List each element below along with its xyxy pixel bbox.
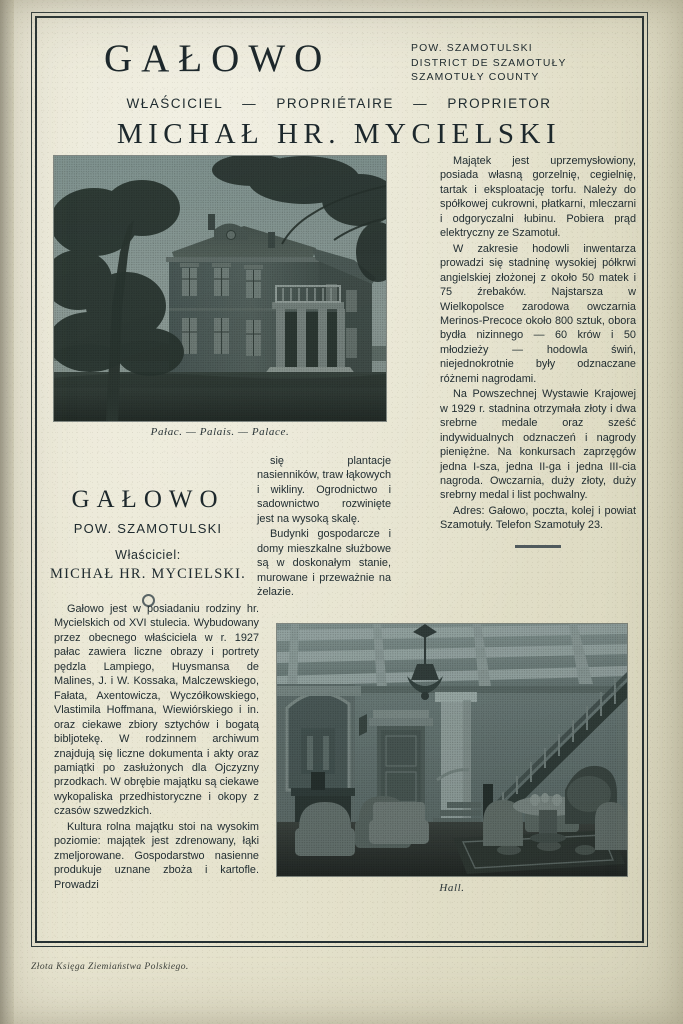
palace-photo-caption: Pałac. — Palais. — Palace. [150, 426, 290, 438]
middle-column-text [257, 454, 391, 600]
paragraph: Adres: Gałowo, poczta, kolej i powiat Szamotuły. Telefon Szamotuły 23. [440, 504, 636, 532]
lower-left-column-text [54, 602, 259, 892]
owner-name-heading: MICHAŁ HR. MYCIELSKI [116, 118, 562, 150]
paragraph: Budynki gospodarcze i domy mieszkalne służbowe są w doskonałym stanie, murowane i przeważnie na żelazie. [257, 528, 391, 599]
hall-photo-caption: Hall. [439, 882, 465, 894]
paragraph: W zakresie hodowli inwentarza prowadzi się stadninę wysokiej półkrwi angielskiej złożonej z około 50 matek i 75 źrebaków. Najstarsza w Wielkopolsce zarodowa owczarnia Merinos-Precoce około 800 sztuk, obora bydła nizinnego — 60 krów i 50 młodzieży — hodowla świń, niejednokrotnie były odznaczane różnemi nagrodami. [440, 242, 636, 385]
estate-subtitle: GAŁOWO [71, 486, 225, 513]
district-line-english: SZAMOTUŁY COUNTY [411, 72, 540, 83]
owner-roles-line [42, 96, 636, 111]
palace-exterior-photograph [54, 156, 386, 421]
lower-band [42, 602, 636, 902]
hall-interior-photograph [277, 624, 627, 876]
role-separator-1: — [242, 96, 258, 111]
middle-band [42, 452, 636, 602]
district-line-polish: POW. SZAMOTULSKI [411, 43, 533, 54]
palace-illustration [54, 156, 386, 421]
role-label-english: PROPRIETOR [447, 96, 552, 111]
paragraph: Majątek jest uprzemysłowiony, posiada własną gorzelnię, cegielnię, tartak i eksploatację torfu. Należy do spółkowej cukrowni, płatkarni, mleczarni i odgoryczalni łubinu. Pobiera prąd elektryczny ze Szamotuł. [440, 155, 636, 240]
page-title: GAŁOWO [104, 37, 332, 80]
footer-credit: Złota Księga Ziemiaństwa Polskiego. [31, 962, 189, 972]
owner-label: Właściciel: [115, 548, 181, 562]
page-content [42, 24, 636, 934]
role-separator-2: — [413, 96, 429, 111]
paragraph: się plantacje nasienników, traw łąkowych i wikliny. Ogrodnictwo i sadownictwo rozwinięte jest na wysoką skalę. [257, 455, 391, 525]
role-label-polish: WŁAŚCICIEL [126, 96, 223, 111]
scan-gutter-shadow [0, 0, 14, 1024]
paragraph: Kultura rolna majątku stoi na wysokim poziomie: majątek jest zdrenowany, łąki zmeljorowane. Gospodarstwo nasienne produkuje uznane zboża i kartofle. Prowadzi [54, 820, 259, 891]
estate-heading-block [42, 486, 254, 607]
paragraph: Gałowo jest w posiadaniu rodziny hr. Mycielskich od XVI stulecia. Wybudowany przez obecnego właściciela w r. 1927 pałac zawiera liczne obrazy i portrety pędzla Lampiego, Huysmansa de Malines, J. i W. Kossaka, Malczewskiego, Fałata, Axentowicza, Wyczółkowskiego, Vlastimila Hoffmana, Wiewiórskiego i in. oraz ciekawe zbiory sztychów i bogatą bibljotekę. W rodzinnem archiwum znajdują się liczne dokumenta i akty oraz pamiątki po zasłużonych dla Ojczyzny przodkach. W obrębie majątku są ciekawe wykopaliska przedhistoryczne i okopy z czasów szwedzkich. [54, 603, 259, 818]
role-label-french: PROPRIÉTAIRE [276, 96, 394, 111]
hall-illustration [277, 624, 627, 876]
district-block [411, 42, 567, 86]
masthead [42, 24, 636, 152]
district-line-french: DISTRICT DE SZAMOTUŁY [411, 57, 567, 69]
paragraph: Na Powszechnej Wystawie Krajowej w 1929 r. stadnina otrzymała złoty i dwa srebrne medale oraz sześć indywidualnych odznaczeń i nagrody pieniężne. Na konkursach zaprzęgów jedna I-sza, jedna II-ga i jedna III-cia nagroda. Owczarnia, duży złoty, duży srebrny medal i list pochwalny. [440, 388, 636, 502]
estate-district-label: POW. SZAMOTULSKI [73, 521, 223, 536]
owner-name-secondary: MICHAŁ HR. MYCIELSKI. [50, 566, 246, 582]
